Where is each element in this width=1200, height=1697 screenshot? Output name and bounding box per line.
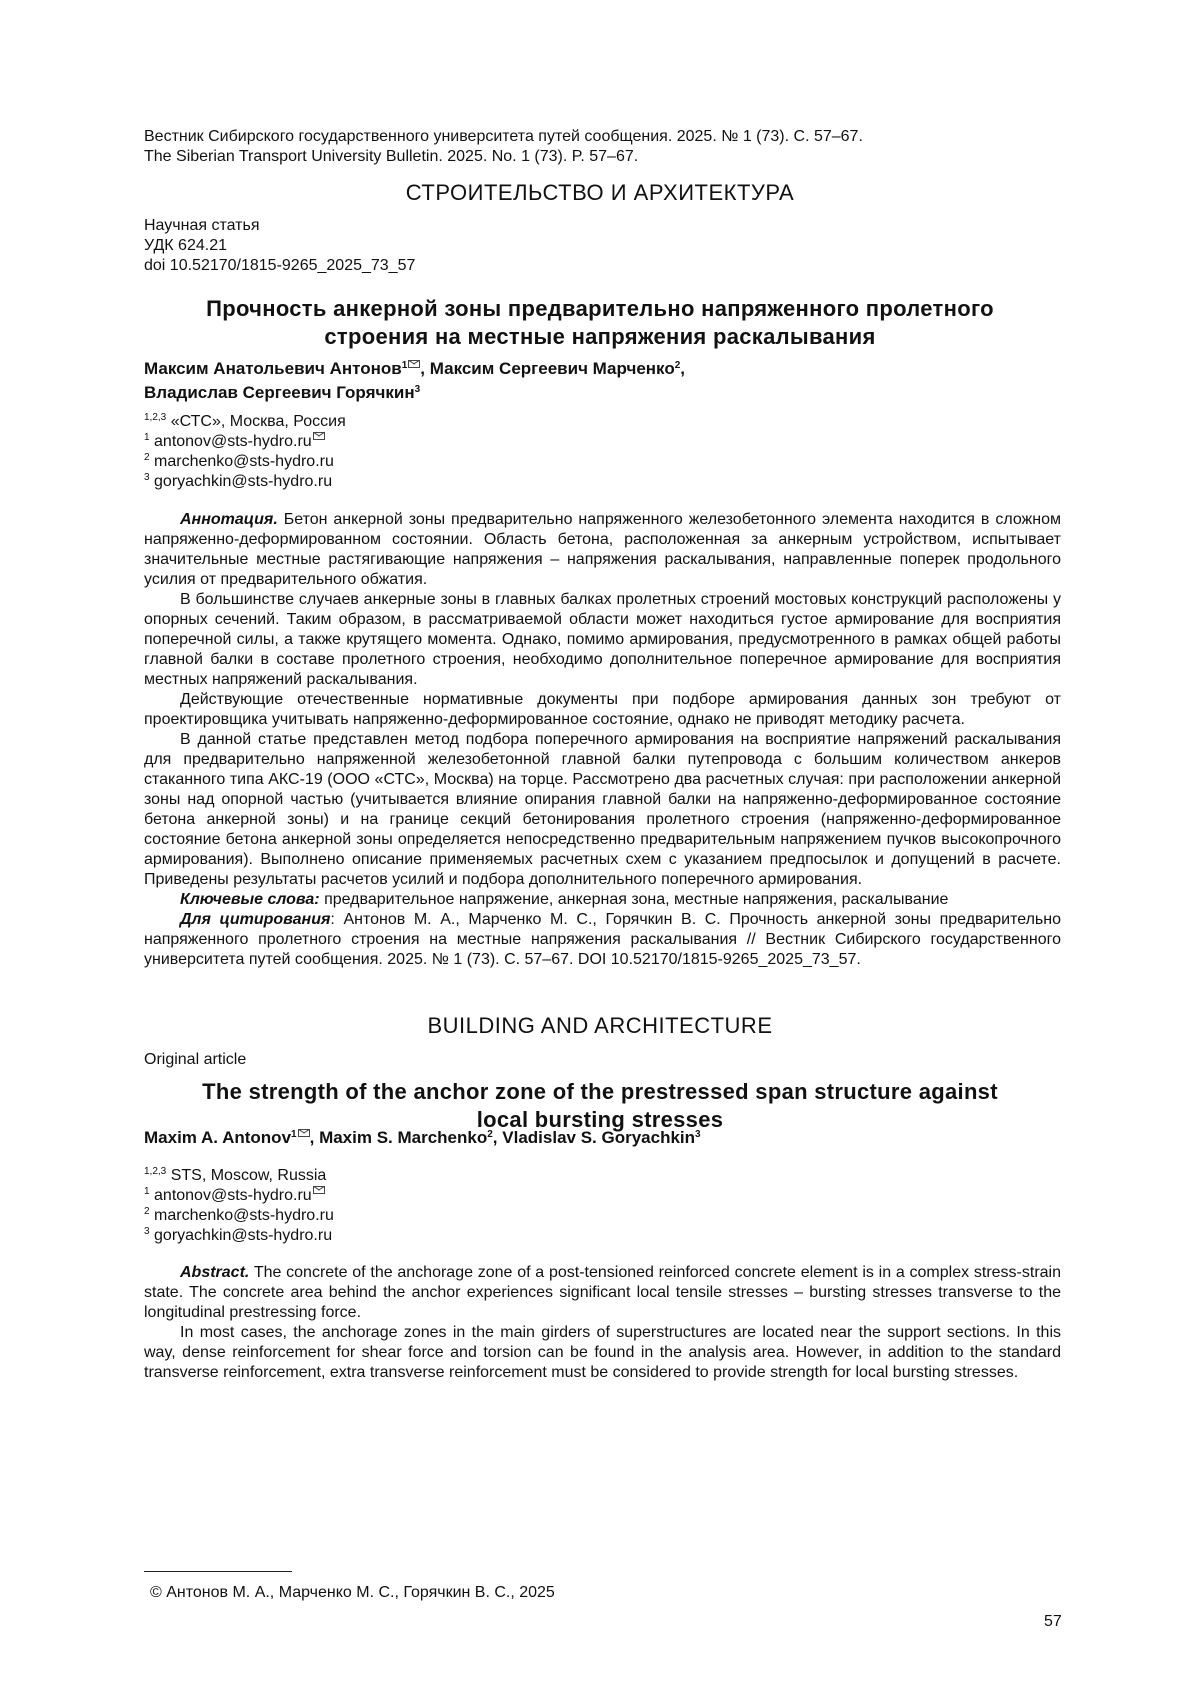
citation-text: : Антонов М. А., Марченко М. С., Горячкин В. С. Прочность анкерной зоны предварительно напряженного пролетного строения на местные напряжения раскалывания // Вестник Сибирского государственного университета путей сообщения. 2025. № 1 (73). С. 57–67. DOI 10.52170/1815-9265_2025_73_57. <box>144 911 1061 968</box>
udc-code: УДК 624.21 <box>144 236 415 256</box>
envelope-icon <box>298 1129 310 1137</box>
authors-en <box>144 1126 1074 1150</box>
keywords-label: Ключевые слова: <box>180 891 320 908</box>
author-3-sup: 3 <box>415 384 421 395</box>
abstract-en-p1 <box>144 1263 1061 1323</box>
email-3-en[interactable]: goryachkin@sts-hydro.ru <box>154 1227 332 1244</box>
keywords-ru <box>144 890 1061 910</box>
article-type-ru: Научная статья <box>144 216 415 236</box>
envelope-icon <box>408 360 420 368</box>
author-3-en: Vladislav S. Goryachkin <box>502 1128 695 1147</box>
author-2-en: Maxim S. Marchenko <box>319 1128 487 1147</box>
abstract-en-p2: In most cases, the anchorage zones in the main girders of superstructures are located near the support sections. In this way, dense reinforcement for shear force and torsion can be found in the analysis area. However, in addition to the standard transverse reinforcement, extra transverse reinforcement must be considered to provide strength for local bursting stresses. <box>144 1323 1061 1383</box>
title-ru-line1: Прочность анкерной зоны предварительно напряженного пролетного <box>130 295 1070 323</box>
article-type-en: Original article <box>144 1050 246 1070</box>
article-meta-ru <box>144 216 415 276</box>
affiliation-org-ru: «СТС», Москва, Россия <box>171 413 346 430</box>
email-1-sup: 1 <box>144 432 150 443</box>
author-sep: , <box>310 1128 315 1147</box>
email-2-sup: 2 <box>144 1206 150 1217</box>
aff-sup: 1,2,3 <box>144 1166 166 1177</box>
journal-header-ru: Вестник Сибирского государственного университета путей сообщения. 2025. № 1 (73). С. 57–67. <box>144 127 863 147</box>
email-1-sup: 1 <box>144 1186 150 1197</box>
doi: doi 10.52170/1815-9265_2025_73_57 <box>144 256 415 276</box>
title-en-line2: local bursting stresses <box>130 1106 1070 1134</box>
abstract-en-p1-text: The concrete of the anchorage zone of a post-tensioned reinforced concrete element is in a complex stress-strain state. The concrete area behind the anchor experiences significant local tensile stresses – bursting stresses transverse to the longitudinal prestressing force. <box>144 1264 1061 1321</box>
abstract-ru-p1-text: Бетон анкерной зоны предварительно напряженного железобетонного элемента находится в сложном напряженно-деформированном состоянии. Область бетона, расположенная за анкерным устройством, испытывает значительные местные растягивающие напряжения – напряжения раскалывания, направленные поперек продольного усилия от предварительного обжатия. <box>144 511 1061 588</box>
abstract-ru-p2: В большинстве случаев анкерные зоны в главных балках пролетных строений мостовых конструкций расположены у опорных сечений. Таким образом, в рассматриваемой области может находиться густое армирование для восприятия поперечной силы, а также крутящего момента. Однако, помимо армирования, предусмотренного в рамках общей работы главной балки в составе пролетного строения, необходимо дополнительное поперечное армирование для восприятия местных напряжений раскалывания. <box>144 590 1061 690</box>
section-title-en: BUILDING AND ARCHITECTURE <box>0 1013 1200 1039</box>
email-3-sup: 3 <box>144 1226 150 1237</box>
copyright-line: © Антонов М. А., Марченко М. С., Горячкин В. С., 2025 <box>150 1584 555 1602</box>
journal-header <box>144 127 863 167</box>
aff-sup: 1,2,3 <box>144 412 166 423</box>
author-1-ru: Максим Анатольевич Антонов <box>144 359 402 378</box>
email-1-ru[interactable]: antonov@sts-hydro.ru <box>154 433 312 450</box>
author-sep: , <box>493 1128 498 1147</box>
journal-header-en: The Siberian Transport University Bulletin. 2025. No. 1 (73). P. 57–67. <box>144 147 863 167</box>
author-3-sup: 3 <box>695 1129 701 1140</box>
abstract-ru-p1 <box>144 510 1061 590</box>
abstract-en <box>144 1263 1061 1383</box>
author-1-sup: 1 <box>291 1129 297 1140</box>
envelope-icon <box>313 432 325 440</box>
email-2-ru[interactable]: marchenko@sts-hydro.ru <box>154 453 334 470</box>
title-ru-line2: строения на местные напряжения раскалывания <box>130 323 1070 351</box>
abstract-label-ru: Аннотация. <box>180 511 278 528</box>
email-1-en[interactable]: antonov@sts-hydro.ru <box>154 1187 312 1204</box>
affiliation-org-en: STS, Moscow, Russia <box>171 1167 327 1184</box>
paper-page <box>0 0 1200 1697</box>
author-2-sup: 2 <box>487 1129 493 1140</box>
abstract-ru-p4: В данной статье представлен метод подбора поперечного армирования на восприятие напряжений раскалывания для предварительно напряженной железобетонной главной балки путепровода с большим количеством анкеров стаканного типа АКС-19 (ООО «СТС», Москва) на торце. Рассмотрено два расчетных случая: при расположении анкерной зоны над опорной частью (учитывается влияние опирания главной балки на напряженно-деформированное состояние бетона анкерной зоны) и на границе секций бетонирования пролетного строения (напряженно-деформированное состояние бетона анкерной зоны определяется непосредственно предварительным напряжением пучков высокопрочного армирования). Выполнено описание применяемых расчетных схем с указанием предпосылок и допущений в расчете. Приведены результаты расчетов усилий и подбора дополнительного поперечного армирования. <box>144 730 1061 890</box>
affiliations-en <box>144 1166 334 1246</box>
authors-ru <box>144 357 1074 405</box>
footnote-divider <box>144 1571 292 1572</box>
envelope-icon <box>313 1186 325 1194</box>
author-sep: , <box>420 359 425 378</box>
citation-ru <box>144 910 1061 970</box>
article-title-ru <box>130 295 1070 351</box>
author-sep: , <box>680 359 685 378</box>
author-2-ru: Максим Сергеевич Марченко <box>430 359 675 378</box>
abstract-label-en: Abstract. <box>180 1264 249 1281</box>
author-1-en: Maxim A. Antonov <box>144 1128 291 1147</box>
email-3-ru[interactable]: goryachkin@sts-hydro.ru <box>154 473 332 490</box>
email-3-sup: 3 <box>144 472 150 483</box>
page-number: 57 <box>1044 1613 1062 1631</box>
section-title-ru: СТРОИТЕЛЬСТВО И АРХИТЕКТУРА <box>0 180 1200 206</box>
author-1-sup: 1 <box>402 360 408 371</box>
email-2-sup: 2 <box>144 452 150 463</box>
abstract-ru <box>144 510 1061 970</box>
author-3-ru: Владислав Сергеевич Горячкин <box>144 383 415 402</box>
author-2-sup: 2 <box>675 360 681 371</box>
affiliations-ru <box>144 412 346 492</box>
citation-label: Для цитирования <box>180 911 330 928</box>
abstract-ru-p3: Действующие отечественные нормативные документы при подборе армирования данных зон требуют от проектировщика учитывать напряженно-деформированное состояние, однако не приводят методику расчета. <box>144 690 1061 730</box>
keywords-text: предварительное напряжение, анкерная зона, местные напряжения, раскалывание <box>324 891 948 908</box>
email-2-en[interactable]: marchenko@sts-hydro.ru <box>154 1207 334 1224</box>
title-en-line1: The strength of the anchor zone of the prestressed span structure against <box>130 1078 1070 1106</box>
